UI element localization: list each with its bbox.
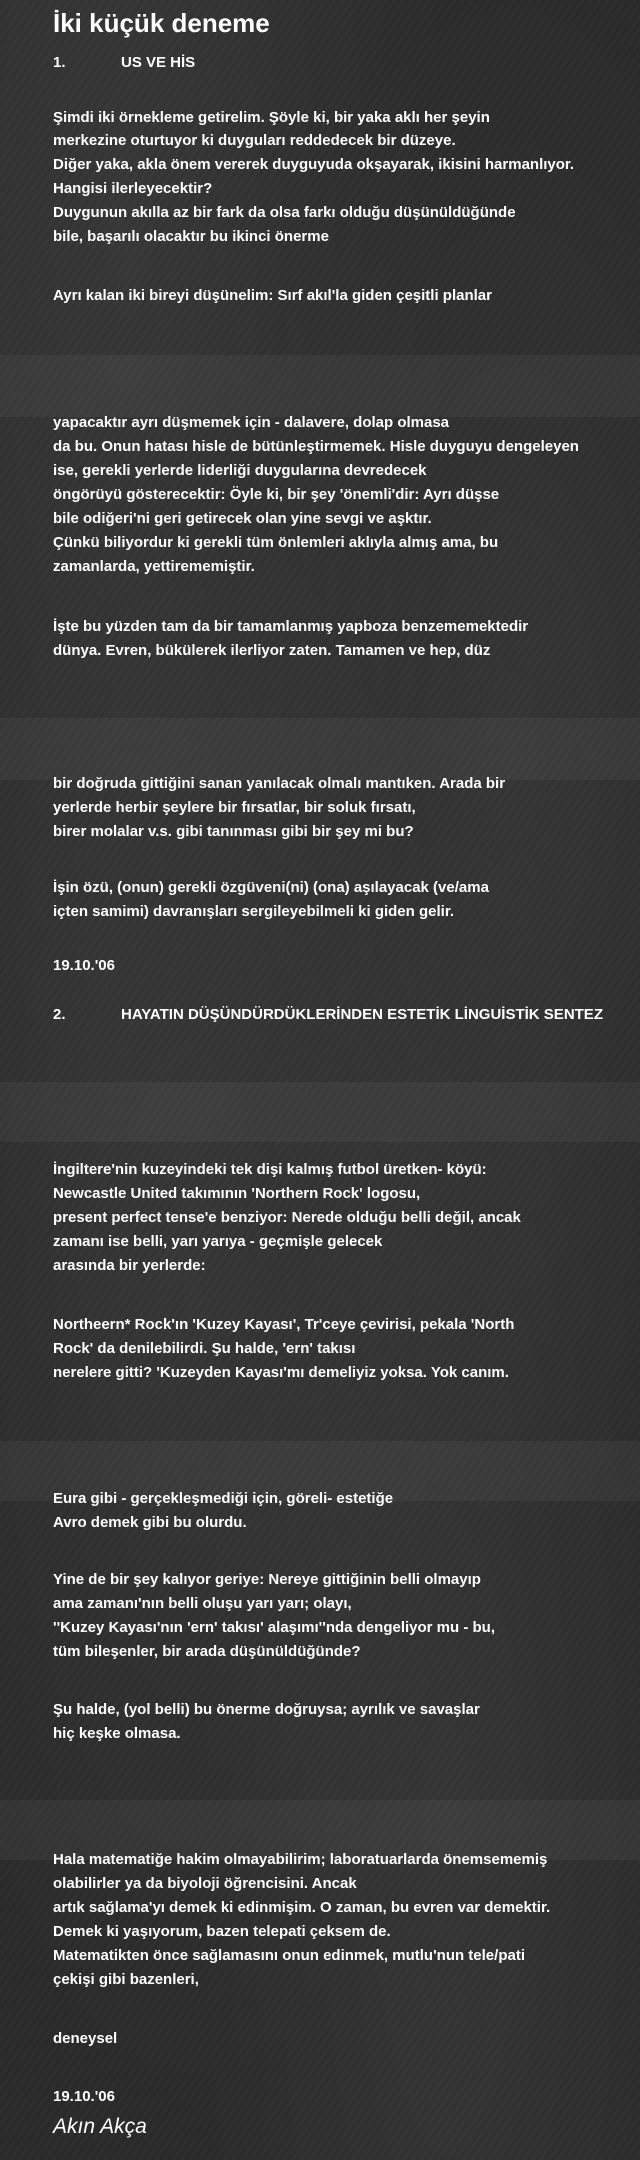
text-line: arasında bir yerlerde: bbox=[53, 1257, 206, 1274]
section-heading bbox=[53, 53, 195, 73]
text-line: yerlerde herbir şeylere bir fırsatlar, bir soluk fırsatı, bbox=[53, 799, 416, 816]
text-line: birer molalar v.s. gibi tanınması gibi bir şey mi bu? bbox=[53, 823, 414, 840]
separator-band bbox=[0, 1082, 640, 1142]
text-line: zamanlarda, yettirememiştir. bbox=[53, 558, 255, 575]
section-number: 1. bbox=[53, 54, 66, 71]
section-heading bbox=[53, 1005, 603, 1025]
text-line: tüm bileşenler, bir arada düşünüldüğünde? bbox=[53, 1643, 361, 1660]
text-line: Hangisi ilerleyecektir? bbox=[53, 180, 213, 197]
text-line: İşin özü, (onun) gerekli özgüveni(ni) (ona) aşılayacak (ve/ama bbox=[53, 879, 489, 896]
text-line: dünya. Evren, bükülerek ilerliyor zaten. Tamamen ve hep, düz bbox=[53, 642, 491, 659]
text-line: Northeern* Rock'ın 'Kuzey Kayası', Tr'ceye çevirisi, pekala 'North bbox=[53, 1316, 515, 1333]
text-line: öngörüyü gösterecektir: Öyle ki, bir şey 'önemli'dir: Ayrı düşse bbox=[53, 486, 500, 503]
text-line: zamanı ise belli, yarı yarıya - geçmişle gelecek bbox=[53, 1233, 383, 1250]
author-signature: Akın Akça bbox=[53, 2115, 147, 2138]
text-line: present perfect tense'e benziyor: Nerede olduğu belli değil, ancak bbox=[53, 1209, 521, 1226]
text-line: Ayrı kalan iki bireyi düşünelim: Sırf akıl'la giden çeşitli planlar bbox=[53, 287, 492, 304]
text-line: Newcastle United takımının 'Northern Rock' logosu, bbox=[53, 1185, 421, 1202]
text-line: da bu. Onun hatası hisle de bütünleştirmemek. Hisle duyguyu dengeleyen bbox=[53, 438, 579, 455]
text-line: Çünkü biliyordur ki gerekli tüm önlemleri aklıyla almış ama, bu bbox=[53, 534, 499, 551]
text-line: bir doğruda gittiğini sanan yanılacak olmalı mantıken. Arada bir bbox=[53, 775, 506, 792]
page-title: İki küçük deneme bbox=[53, 8, 270, 38]
text-line: Rock' da denilebilirdi. Şu halde, 'ern' takısı bbox=[53, 1340, 356, 1357]
text-line: ''Kuzey Kayası'nın 'ern' takısı' alaşımı''nda dengeliyor mu - bu, bbox=[53, 1619, 495, 1636]
text-line: İşte bu yüzden tam da bir tamamlanmış yapboza benzememektedir bbox=[53, 618, 529, 635]
text-line: Yine de bir şey kalıyor geriye: Nereye gittiğinin belli olmayıp bbox=[53, 1571, 481, 1588]
text-line: Diğer yaka, akla önem vererek duyguyuda okşayarak, ikisini harmanlıyor. bbox=[53, 156, 575, 173]
text-line: Eura gibi - gerçekleşmediği için, göreli- estetiğe bbox=[53, 1490, 394, 1507]
text-line: Avro demek gibi bu olurdu. bbox=[53, 1514, 247, 1531]
separator-band bbox=[0, 718, 640, 780]
text-line: Duygunun akılla az bir fark da olsa farkı olduğu düşünüldüğünde bbox=[53, 204, 516, 221]
text-line: Hala matematiğe hakim olmayabilirim; laboratuarlarda önemsememiş bbox=[53, 1851, 548, 1868]
separator-band bbox=[0, 355, 640, 417]
text-line: artık sağlama'yı demek ki edinmişim. O zaman, bu evren var demektir. bbox=[53, 1899, 551, 1916]
text-line: hiç keşke olmasa. bbox=[53, 1725, 181, 1742]
date-line: 19.10.'06 bbox=[53, 957, 115, 974]
text-line: Demek ki yaşıyorum, bazen telepati çeksem de. bbox=[53, 1923, 391, 1940]
text-line: yapacaktır ayrı düşmemek için - dalavere, dolap olmasa bbox=[53, 414, 450, 431]
text-line: Şimdi iki örnekleme getirelim. Şöyle ki, bir yaka aklı her şeyin bbox=[53, 109, 490, 126]
text-line: çekişi gibi bazenleri, bbox=[53, 1971, 199, 1988]
text-line: bile odiğeri'ni geri getirecek olan yine sevgi ve aşktır. bbox=[53, 510, 432, 527]
text-line: ama zamanı'nın belli oluşu yarı yarı; olayı, bbox=[53, 1595, 352, 1612]
text-line: nerelere gitti? 'Kuzeyden Kayası'mı demeliyiz yoksa. Yok canım. bbox=[53, 1364, 509, 1381]
text-line: olabilirler ya da biyoloji öğrencisini. Ancak bbox=[53, 1875, 357, 1892]
text-line: Matematikten önce sağlamasını onun edinmek, mutlu'nun tele/pati bbox=[53, 1947, 525, 1964]
text-line: ise, gerekli yerlerde liderliği duygularına devredecek bbox=[53, 462, 427, 479]
text-line: bile, başarılı olacaktır bu ikinci önerme bbox=[53, 228, 329, 245]
text-line: İngiltere'nin kuzeyindeki tek dişi kalmış futbol üretken- köyü: bbox=[53, 1161, 487, 1178]
text-line: merkezine oturtuyor ki duyguları reddedecek bir düzeye. bbox=[53, 132, 456, 149]
text-line: Şu halde, (yol belli) bu önerme doğruysa; ayrılık ve savaşlar bbox=[53, 1701, 480, 1718]
section-number: 2. bbox=[53, 1006, 66, 1023]
text-line: içten samimi) davranışları sergileyebilmeli ki giden gelir. bbox=[53, 903, 455, 920]
section-title: US VE HİS bbox=[121, 54, 196, 71]
section-title: HAYATIN DÜŞÜNDÜRDÜKLERİNDEN ESTETİK LİNGUİSTİK SENTEZ bbox=[121, 1006, 603, 1023]
text-line: deneysel bbox=[53, 2030, 118, 2047]
date-line: 19.10.'06 bbox=[53, 2088, 115, 2105]
